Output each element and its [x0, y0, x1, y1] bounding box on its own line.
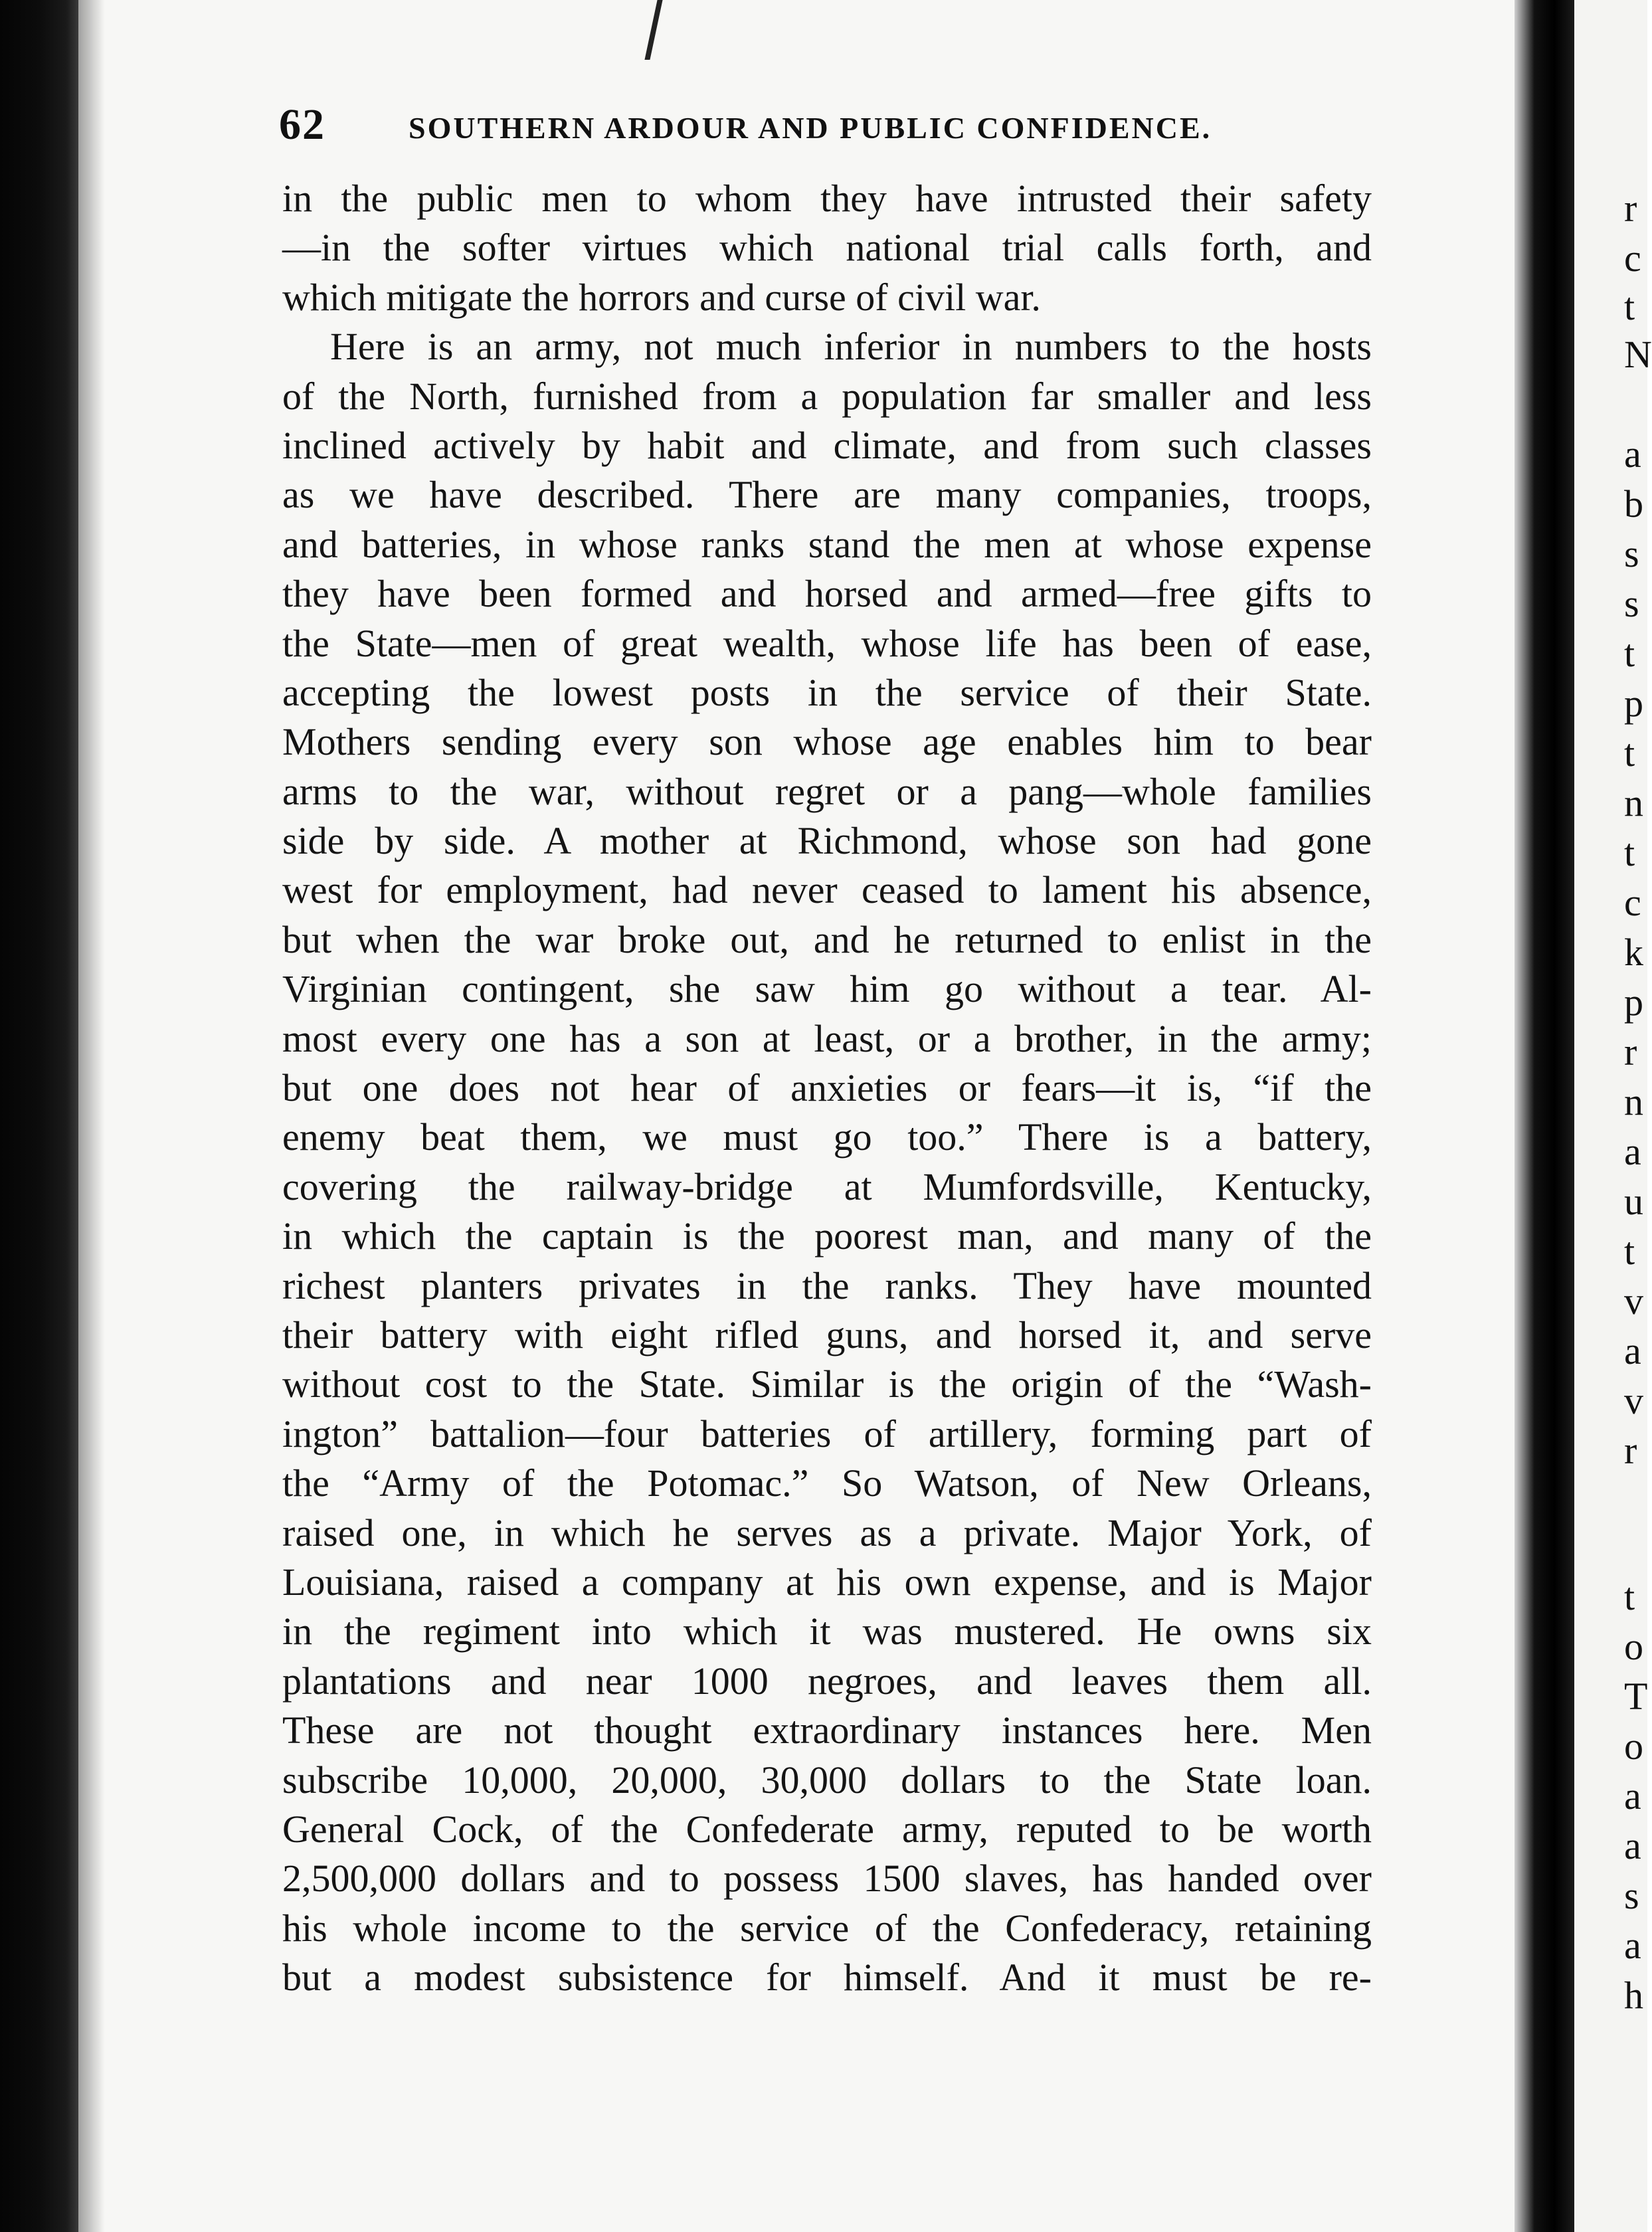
scan-left-border — [0, 0, 78, 2232]
text-line: they have been formed and horsed and armed—free gifts to — [282, 572, 1372, 616]
text-line: in which the captain is the poorest man, and many of the — [282, 1214, 1372, 1258]
adjacent-page-letter: t — [1624, 1575, 1635, 1618]
adjacent-page-letter: b — [1624, 482, 1643, 525]
text-line: in the regiment into which it was mustered. He owns six — [282, 1610, 1372, 1653]
running-title: SOUTHERN ARDOUR AND PUBLIC CONFIDENCE. — [409, 111, 1212, 145]
adjacent-page-letter: t — [1624, 1230, 1635, 1273]
adjacent-page-letter: r — [1624, 1429, 1637, 1472]
text-line: his whole income to the service of the Confederacy, retaining — [282, 1906, 1372, 1950]
text-line: plantations and near 1000 negroes, and leaves them all. — [282, 1659, 1372, 1703]
text-line: in the public men to whom they have intrusted their safety — [282, 177, 1372, 220]
adjacent-page-letter: n — [1624, 781, 1643, 824]
adjacent-page-letter: a — [1624, 1130, 1641, 1173]
adjacent-page-letter: t — [1624, 731, 1635, 775]
text-line: but when the war broke out, and he returned to enlist in the — [282, 917, 1372, 961]
text-line: their battery with eight rifled guns, and horsed it, and serve — [282, 1313, 1372, 1356]
adjacent-page-letter: h — [1624, 1974, 1643, 2017]
adjacent-page-letter: t — [1624, 831, 1635, 874]
adjacent-page-letter: T — [1624, 1675, 1648, 1718]
adjacent-page-letter: k — [1624, 931, 1643, 974]
text-line: richest planters privates in the ranks. They have mounted — [282, 1263, 1372, 1307]
adjacent-page-letter: a — [1624, 432, 1641, 476]
text-line: arms to the war, without regret or a pang—whole families — [282, 769, 1372, 813]
text-line: General Cock, of the Confederate army, reputed to be worth — [282, 1807, 1372, 1851]
adjacent-page-letter: o — [1624, 1724, 1643, 1768]
text-line: most every one has a son at least, or a brother, in the army; — [282, 1016, 1372, 1060]
adjacent-page-letter: v — [1624, 1279, 1643, 1323]
text-line: These are not thought extraordinary instances here. Men — [282, 1709, 1372, 1752]
adjacent-page-letter: n — [1624, 1080, 1643, 1123]
adjacent-page-letter: t — [1624, 285, 1635, 328]
text-line: the “Army of the Potomac.” So Watson, of New Orleans, — [282, 1461, 1372, 1505]
text-line: of the North, furnished from a population far smaller and less — [282, 374, 1372, 418]
adjacent-page-letter: r — [1624, 1030, 1637, 1073]
text-line: —in the softer virtues which national trial calls forth, and — [282, 226, 1372, 270]
text-line: accepting the lowest posts in the service of their State. — [282, 670, 1372, 714]
text-line: Here is an army, not much inferior in numbers to the hosts — [330, 325, 1372, 369]
text-line: side by side. A mother at Richmond, whose son had gone — [282, 819, 1372, 863]
text-line: which mitigate the horrors and curse of civil war. — [282, 275, 1041, 319]
text-line: covering the railway-bridge at Mumfordsville, Kentucky, — [282, 1164, 1372, 1208]
adjacent-page-letter: o — [1624, 1625, 1643, 1668]
adjacent-page-letter: c — [1624, 236, 1641, 280]
text-line: and batteries, in whose ranks stand the men at whose expense — [282, 522, 1372, 566]
adjacent-page-letter: a — [1624, 1824, 1641, 1867]
text-line: the State—men of great wealth, whose life has been of ease, — [282, 621, 1372, 665]
page-number: 62 — [279, 100, 325, 149]
page-edge-shadow — [78, 0, 105, 2232]
adjacent-page-letter: r — [1624, 187, 1637, 230]
adjacent-page-letter: p — [1624, 682, 1643, 725]
text-line: Louisiana, raised a company at his own expense, and is Major — [282, 1560, 1372, 1604]
book-gutter — [1514, 0, 1574, 2232]
text-line: as we have described. There are many companies, troops, — [282, 473, 1372, 517]
text-line: ington” battalion—four batteries of artillery, forming part of — [282, 1412, 1372, 1455]
text-line: but a modest subsistence for himself. And it must be re- — [282, 1956, 1372, 2000]
text-line: inclined actively by habit and climate, and from such classes — [282, 423, 1372, 467]
adjacent-page-letter: v — [1624, 1379, 1643, 1422]
adjacent-page-letter: a — [1624, 1329, 1641, 1372]
adjacent-page-letter: u — [1624, 1180, 1643, 1223]
adjacent-page-letter: s — [1624, 582, 1639, 625]
page-header — [279, 100, 1395, 153]
text-line: raised one, in which he serves as a private. Major York, of — [282, 1511, 1372, 1554]
adjacent-page-letter: a — [1624, 1774, 1641, 1817]
text-line: but one does not hear of anxieties or fears—it is, “if the — [282, 1066, 1372, 1110]
adjacent-page-letter: t — [1624, 632, 1635, 675]
adjacent-page-letter: s — [1624, 532, 1639, 575]
adjacent-page-letter: s — [1624, 1874, 1639, 1917]
adjacent-page-letter: a — [1624, 1924, 1641, 1967]
text-line: Virginian contingent, she saw him go without a tear. Al- — [282, 967, 1372, 1011]
adjacent-page-letter: p — [1624, 980, 1643, 1024]
text-line: subscribe 10,000, 20,000, 30,000 dollars to the State loan. — [282, 1758, 1372, 1802]
text-line: Mothers sending every son whose age enables him to bear — [282, 720, 1372, 764]
text-line: 2,500,000 dollars and to possess 1500 slaves, has handed over — [282, 1857, 1372, 1901]
text-line: west for employment, had never ceased to lament his absence, — [282, 868, 1372, 912]
text-line: enemy beat them, we must go too.” There is a battery, — [282, 1115, 1372, 1159]
adjacent-page-letter: c — [1624, 881, 1641, 924]
body-text — [282, 174, 1372, 2002]
text-line: without cost to the State. Similar is the origin of the “Wash- — [282, 1362, 1372, 1406]
adjacent-page-letter: N — [1624, 333, 1652, 376]
